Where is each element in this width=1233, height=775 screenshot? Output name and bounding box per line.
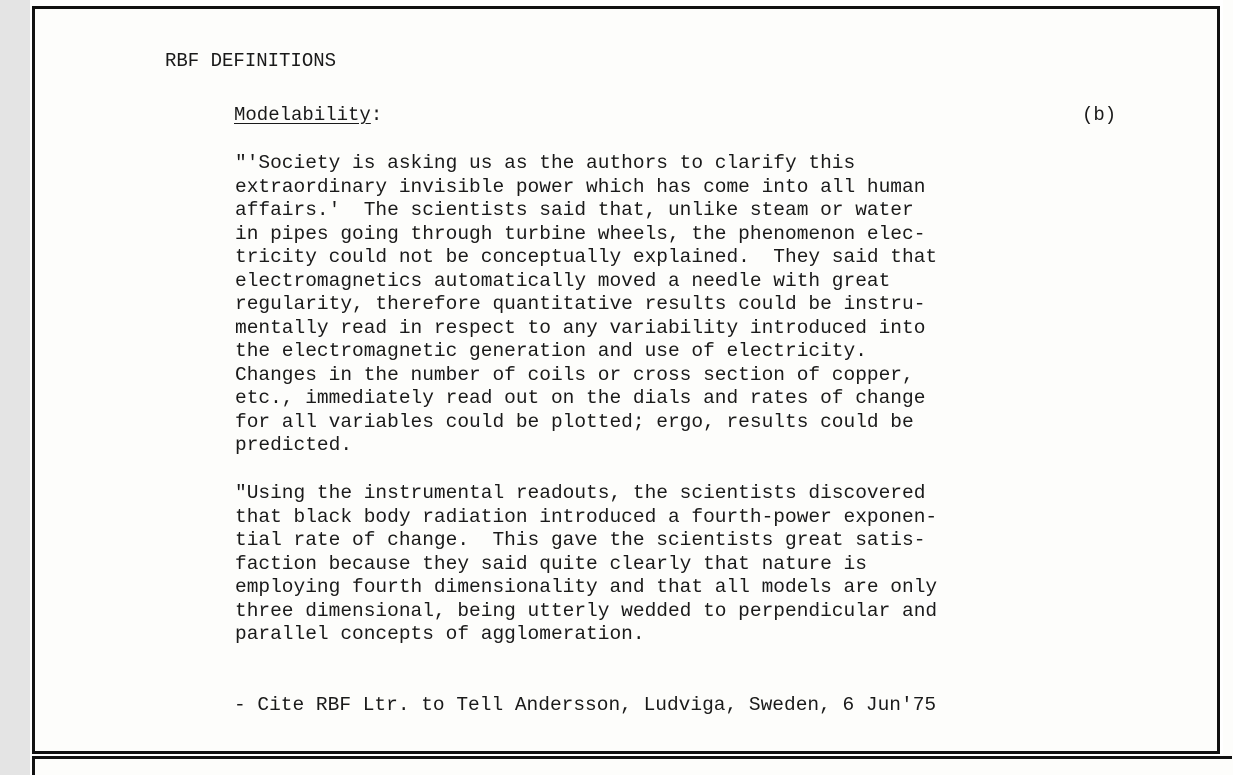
quote-paragraph-2 bbox=[235, 482, 1095, 647]
next-card-edge bbox=[32, 756, 1232, 775]
paragraph-line: regularity, therefore quantitative results could be instru- bbox=[235, 293, 926, 315]
term-heading bbox=[234, 104, 382, 126]
paragraph-line: faction because they said quite clearly that nature is bbox=[235, 552, 867, 575]
scan-right-edge bbox=[1223, 0, 1233, 775]
paragraph-line: predicted. bbox=[235, 434, 353, 456]
citation: - Cite RBF Ltr. to Tell Andersson, Ludviga, Sweden, 6 Jun'75 bbox=[234, 694, 937, 716]
paragraph-line: for all variables could be plotted; ergo, results could be bbox=[235, 410, 914, 433]
paragraph-line: affairs.' The scientists said that, unlike steam or water bbox=[235, 199, 914, 221]
paragraph-line: tricity could not be conceptually explained. They said that bbox=[235, 246, 938, 268]
paragraph-line: that black body radiation introduced a fourth-power exponen- bbox=[235, 505, 938, 528]
term-name: Modelability bbox=[234, 104, 371, 126]
paragraph-line: employing fourth dimensionality and that all models are only bbox=[235, 576, 938, 598]
paragraph-line: tial rate of change. This gave the scientists great satis- bbox=[235, 529, 926, 551]
paragraph-line: mentally read in respect to any variability introduced into bbox=[235, 316, 926, 339]
paragraph-line: Changes in the number of coils or cross section of copper, bbox=[235, 363, 914, 386]
card-heading: RBF DEFINITIONS bbox=[165, 50, 337, 72]
paragraph-line: in pipes going through turbine wheels, the phenomenon elec- bbox=[235, 222, 926, 245]
paragraph-line: parallel concepts of agglomeration. bbox=[235, 623, 645, 645]
paragraph-line: extraordinary invisible power which has come into all human bbox=[235, 175, 926, 198]
term-colon: : bbox=[370, 104, 383, 126]
scan-margin bbox=[0, 0, 30, 775]
paragraph-line: the electromagnetic generation and use of electricity. bbox=[235, 340, 867, 362]
paragraph-line: electromagnetics automatically moved a needle with great bbox=[235, 269, 891, 292]
paragraph-line: "Using the instrumental readouts, the scientists discovered bbox=[235, 482, 926, 504]
paragraph-line: etc., immediately read out on the dials and rates of change bbox=[235, 387, 926, 409]
paragraph-line: three dimensional, being utterly wedded to perpendicular and bbox=[235, 599, 938, 622]
quote-paragraph-1 bbox=[235, 152, 1095, 458]
paragraph-line: "'Society is asking us as the authors to clarify this bbox=[235, 152, 856, 174]
card-label: (b) bbox=[1082, 104, 1117, 126]
